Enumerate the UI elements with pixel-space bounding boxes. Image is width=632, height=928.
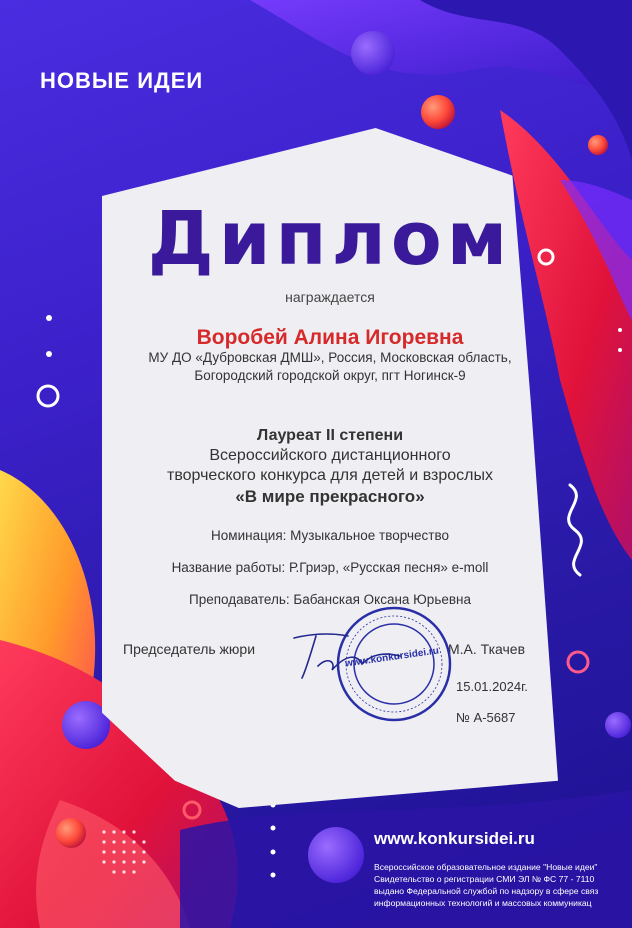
recipient-name: Воробей Алина Игоревна [196, 326, 464, 349]
contest-line-1: Всероссийского дистанционного [209, 447, 451, 464]
diploma-title: Диплом [147, 196, 513, 282]
footer-line-4: информационных технологий и массовых коммуникац [374, 898, 592, 908]
brand-logo-text: НОВЫЕ ИДЕИ [40, 68, 204, 93]
footer-website: www.konkursidei.ru [374, 829, 535, 848]
stamp-site-text: www.konkursidei.ru [344, 645, 440, 670]
teacher: Преподаватель: Бабанская Оксана Юрьевна [189, 592, 471, 607]
work-title: Название работы: Р.Гриэр, «Русская песня» e-moll [171, 560, 489, 575]
footer-line-2: Свидетельство о регистрации СМИ ЭЛ № ФС 77 - 7110 [374, 874, 595, 884]
footer-line-3: выдано Федеральной службой по надзору в сфере связ [374, 886, 599, 896]
award-degree: Лауреат II степени [256, 427, 404, 444]
signature-icon [288, 626, 408, 686]
organization-line-1: МУ ДО «Дубровская ДМШ», Россия, Московская область, [148, 350, 512, 365]
organization-line-2: Богородский городской округ, пгт Ногинск-9 [194, 368, 466, 383]
diploma-number: № А-5687 [456, 710, 516, 725]
contest-name: «В мире прекрасного» [235, 487, 425, 506]
awarded-label: награждается [285, 289, 375, 305]
jury-chair-name: М.А. Ткачев [448, 641, 526, 657]
footer-line-1: Всероссийское образовательное издание "Новые идеи" [374, 862, 598, 872]
contest-line-2: творческого конкурса для детей и взрослых [167, 467, 493, 484]
jury-chair-label: Председатель жюри [123, 641, 256, 657]
issue-date: 15.01.2024г. [456, 679, 528, 694]
nomination: Номинация: Музыкальное творчество [211, 528, 449, 543]
